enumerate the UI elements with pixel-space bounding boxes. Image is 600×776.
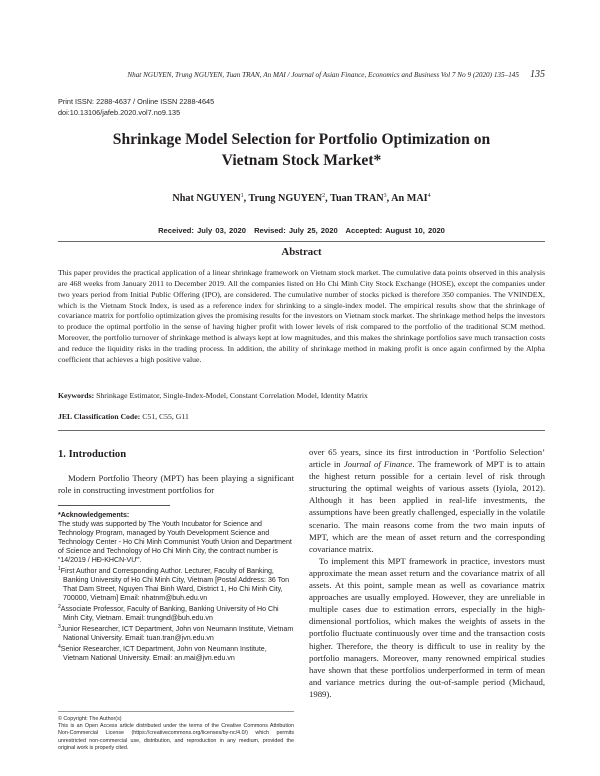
keywords-label: Keywords:	[58, 391, 95, 400]
paragraph-text: Modern Portfolio Theory (MPT) has been playing a significant role in constructing investment portfolios for	[58, 473, 294, 496]
author-affiliation-marker: 4	[427, 193, 431, 199]
section-heading: 1. Introduction	[58, 449, 127, 460]
author-name: Nhat NGUYEN	[172, 193, 241, 204]
page-number: 135	[530, 69, 545, 80]
issn-block	[58, 97, 214, 118]
author-name: Tuan TRAN	[330, 193, 384, 204]
author-affiliation-marker: 2	[322, 193, 326, 199]
title-line-2: Vietnam Stock Market*	[221, 151, 382, 169]
author-list	[58, 193, 545, 204]
paragraph-text: over 65 years, since its first introduction in ‘Portfolio Selection’ article in	[309, 447, 545, 470]
author-affiliation-marker: 3	[383, 193, 387, 199]
footnote-marker: 2	[58, 604, 61, 610]
footnote-item	[58, 623, 294, 643]
footnote-marker: 4	[58, 644, 61, 650]
accepted-date: Accepted: August 10, 2020	[345, 226, 445, 235]
jel-classification	[58, 412, 545, 421]
copyright-rule	[58, 711, 294, 712]
copyright-notice	[58, 716, 294, 752]
footnote-marker: 3	[58, 624, 61, 630]
footnote-text: Junior Researcher, ICT Department, John von Neumann Institute, Vietnam National University. Email: tuan.tran@jvn.edu.vn	[60, 626, 294, 642]
author-name: An MAI	[391, 193, 428, 204]
journal-name: Journal of Finance	[343, 459, 413, 470]
footnote-rule	[58, 505, 170, 506]
divider	[58, 430, 545, 431]
abstract-heading: Abstract	[281, 246, 322, 258]
footnote-marker: 1	[58, 566, 61, 572]
abstract-text: This paper provides the practical application of a linear shrinkage framework on Vietnam stock market. The cumulative data points observed in this analysis are 468 weeks from January 2011 to December 2019. All the companies listed on Ho Chi Minh City Stock Exchange (HOSE), except the companies under two years period from Initial Public Offering (IPO), are considered. The cumulative number of stocks picked is therefore 350 companies. The VNINDEX, which is the Vietnam Stock Index, is used as a reference index for shrinking to a single-index model. The empirical results show that the shrinkage of covariance matrix for portfolio optimization gives the promising results for the investors on Vietnam stock market. The shrinkage method helps the investors to produce the optimal portfolio in the sense of having higher profit with lower levels of risk compared to the portfolio of the traditional SCM method. Moreover, the portfolio turnover of shrinkage method is always kept at low magnitudes, and this makes the shrinkage portfolios save much transaction costs and reduce the liquidity risks in the trading process. In addition, the ability of shrinkage method in making profit is once again confirmed by the Alpha coefficient that achieves a high positive value.	[58, 268, 545, 364]
author-affiliation-marker: 1	[240, 193, 244, 199]
author-separator: ,	[386, 193, 392, 204]
keywords-text: Shrinkage Estimator, Single-Index-Model, Constant Correlation Model, Identity Matrix	[94, 391, 368, 400]
issn-line: Print ISSN: 2288-4637 / Online ISSN 2288-4645	[58, 97, 215, 106]
doi-line: doi:10.13106/jafeb.2020.vol7.no9.135	[58, 107, 181, 117]
footnote-text: First Author and Corresponding Author. Lecturer, Faculty of Banking, Banking University of Ho Chi Minh City, Vietnam [Postal Address: 36 Ton That Dam Street, Nguyen Thai Binh Ward, District 1, Ho Chi Minh City, 700000, Vietnam] Email: nhatnm@buh.edu.vn	[60, 568, 289, 602]
acknowledgements-heading: *Acknowledgements:	[58, 512, 130, 519]
copyright-line: © Copyright: The Author(s)	[58, 716, 122, 722]
title-line-1: Shrinkage Model Selection for Portfolio Optimization on	[112, 131, 491, 148]
keywords	[58, 391, 545, 400]
footnote-text: Associate Professor, Faculty of Banking, Banking University of Ho Chi Minh City, Vietnam. Email: trungnd@buh.edu.vn	[60, 606, 279, 622]
paragraph	[309, 446, 545, 555]
intro-left-paragraph	[58, 472, 294, 496]
author-separator: ,	[325, 193, 331, 204]
jel-label: JEL Classification Code:	[58, 412, 141, 421]
acknowledgements-text: The study was supported by The Youth Incubator for Science and Technology Program, managed by Youth Development Science and Technology Center - Ho Chi Minh Communist Youth Union and Department of Science and Technology of Ho Chi Minh City, the contract number is “14/2019 / HĐ-KHCN-VƯ”.	[58, 521, 292, 564]
footnotes	[58, 511, 294, 663]
running-head-citation: Nhat NGUYEN, Trung NGUYEN, Tuan TRAN, An MAI / Journal of Asian Finance, Economics and Business Vol 7 No 9 (2020) 135–145	[127, 71, 519, 79]
divider	[58, 241, 545, 242]
footnote-item	[58, 565, 294, 603]
submission-dates	[58, 226, 545, 235]
paper-title	[58, 130, 545, 171]
author-name: Trung NGUYEN	[248, 193, 323, 204]
author-separator: ,	[243, 193, 249, 204]
footnote-text: Senior Researcher, ICT Department, John von Neumann Institute, Vietnam National University. Email: an.mai@jvn.edu.vn	[60, 646, 267, 662]
received-date: Received: July 03, 2020	[158, 226, 246, 235]
intro-right-column	[309, 446, 545, 700]
paragraph-text: . The framework of MPT is to attain the highest return possible for a certain level of risk through structuring the optimal weights of various assets (Iyiola, 2012). Although it has been applied in real-life investments, the assumptions have been greatly challenged, especially in the volatile scenario. The main reasons come from the two main inputs of MPT, which are the mean of asset return and the corresponding covariance matrix.	[309, 459, 546, 554]
revised-date: Revised: July 25, 2020	[254, 226, 338, 235]
paragraph: To implement this MPT framework in practice, investors must approximate the mean asset return and the covariance matrix of all assets. At this point, sample mean as well as covariance matrix approaches are usually employed. However, they are unreliable in multiple cases due to estimation errors, especially in the high-dimensional portfolios, which makes the weights of assets in the portfolio fluctuate continuously over time and the transaction costs higher. Therefore, the theory is difficult to use in reality by the portfolio managers. Moreover, many renowned empirical studies have shown that these portfolios underperformed in term of mean and variance metrics during the out-of-sample period (Michaud, 1989).	[309, 555, 545, 699]
footnote-item	[58, 603, 294, 623]
running-head	[58, 70, 545, 84]
jel-codes: C51, C55, G11	[140, 412, 189, 421]
license-text: This is an Open Access article distributed under the terms of the Creative Commons Attribution Non-Commercial License (https://creativecommons.org/licenses/by-nc/4.0/) which permits unrestricted non-commercial use, distribution, and reproduction in any medium, provided the original work is properly cited.	[58, 723, 294, 751]
footnote-item	[58, 643, 294, 663]
